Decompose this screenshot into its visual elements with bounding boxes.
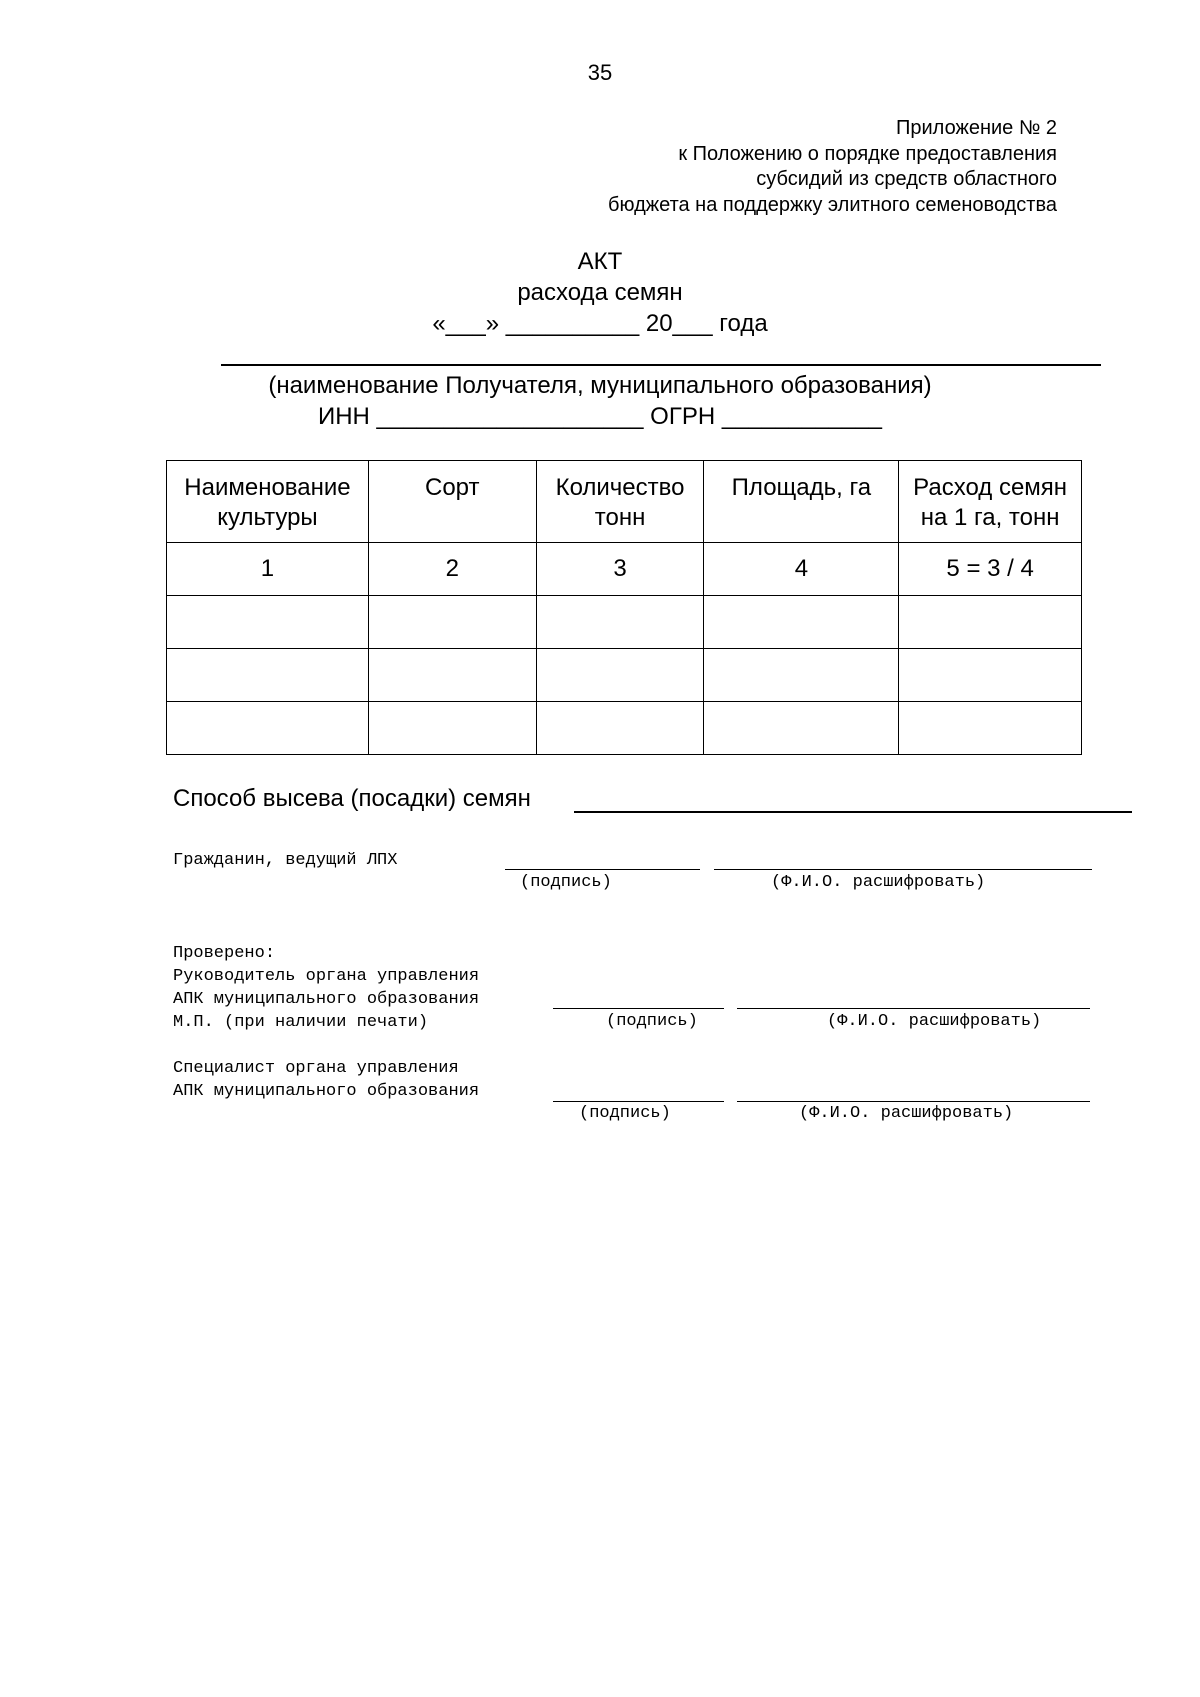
citizen-name-line[interactable] [714,869,1092,870]
specialist-line: Специалист органа управления [173,1059,459,1078]
checked-block [173,942,479,1034]
table-number-cell: 3 [536,543,704,596]
table-cell[interactable] [167,649,369,702]
specialist-name-line[interactable] [737,1101,1090,1102]
head-name-line[interactable] [737,1008,1090,1009]
act-title: АКТ [577,248,623,275]
checked-line: Руководитель органа управления [173,967,480,986]
table-header-cell: Наименование культуры [167,461,369,543]
table-cell[interactable] [899,649,1082,702]
table-cell[interactable] [368,596,536,649]
signature-caption: (подпись) [579,1104,671,1123]
recipient-block [0,370,1200,432]
appendix-line: к Положению о порядке предоставления [678,142,1057,165]
recipient-name-line[interactable] [221,364,1101,366]
name-caption: (Ф.И.О. расшифровать) [771,873,986,892]
table-number-cell: 1 [167,543,369,596]
table-header-cell: Количество тонн [536,461,704,543]
citizen-label: Гражданин, ведущий ЛПХ [173,851,398,870]
page-number: 35 [587,60,613,85]
appendix-line: субсидий из средств областного [756,168,1057,190]
table-header-cell: Расход семян на 1 га, тонн [899,461,1082,543]
checked-label: Проверено: [173,944,276,963]
table-row [167,596,1082,649]
specialist-block [173,1057,479,1103]
table-header-cell: Сорт [368,461,536,543]
table-cell[interactable] [536,596,704,649]
head-signature-line[interactable] [553,1008,724,1009]
table-row [167,702,1082,755]
recipient-caption: (наименование Получателя, муниципального образования) [268,372,932,399]
table-cell[interactable] [368,702,536,755]
specialist-line: АПК муниципального образования [173,1082,480,1101]
table-number-cell: 2 [368,543,536,596]
table-row [167,649,1082,702]
table-cell[interactable] [368,649,536,702]
act-title-block [0,246,1200,339]
appendix-header [608,116,1057,218]
citizen-signature-line[interactable] [505,869,700,870]
seed-consumption-table [166,460,1082,755]
table-cell[interactable] [167,596,369,649]
table-number-cell: 5 = 3 / 4 [899,543,1082,596]
checked-line: М.П. (при наличии печати) [173,1013,429,1032]
table-cell[interactable] [704,702,899,755]
table-cell[interactable] [704,596,899,649]
signature-caption: (подпись) [606,1012,698,1031]
specialist-signature-line[interactable] [553,1101,724,1102]
name-caption: (Ф.И.О. расшифровать) [827,1012,1042,1031]
table-number-cell: 4 [704,543,899,596]
table-number-row [167,543,1082,596]
name-caption: (Ф.И.О. расшифровать) [799,1104,1014,1123]
table-cell[interactable] [536,649,704,702]
table-cell[interactable] [899,702,1082,755]
act-subtitle: расхода семян [517,279,683,306]
appendix-line: бюджета на поддержку элитного семеноводства [608,193,1057,216]
signature-caption: (подпись) [520,873,612,892]
appendix-line: Приложение № 2 [896,117,1057,139]
table-cell[interactable] [536,702,704,755]
table-header-cell: Площадь, га [704,461,899,543]
table-cell[interactable] [704,649,899,702]
sowing-method-line[interactable] [574,811,1132,813]
sowing-method-label: Способ высева (посадки) семян [173,785,531,812]
act-date-line[interactable]: «___» __________ 20___ года [432,310,768,337]
table-header-row [167,461,1082,543]
table-cell[interactable] [167,702,369,755]
checked-line: АПК муниципального образования [173,990,480,1009]
recipient-ids-line[interactable]: ИНН ____________________ ОГРН ____________ [317,403,883,430]
table-cell[interactable] [899,596,1082,649]
